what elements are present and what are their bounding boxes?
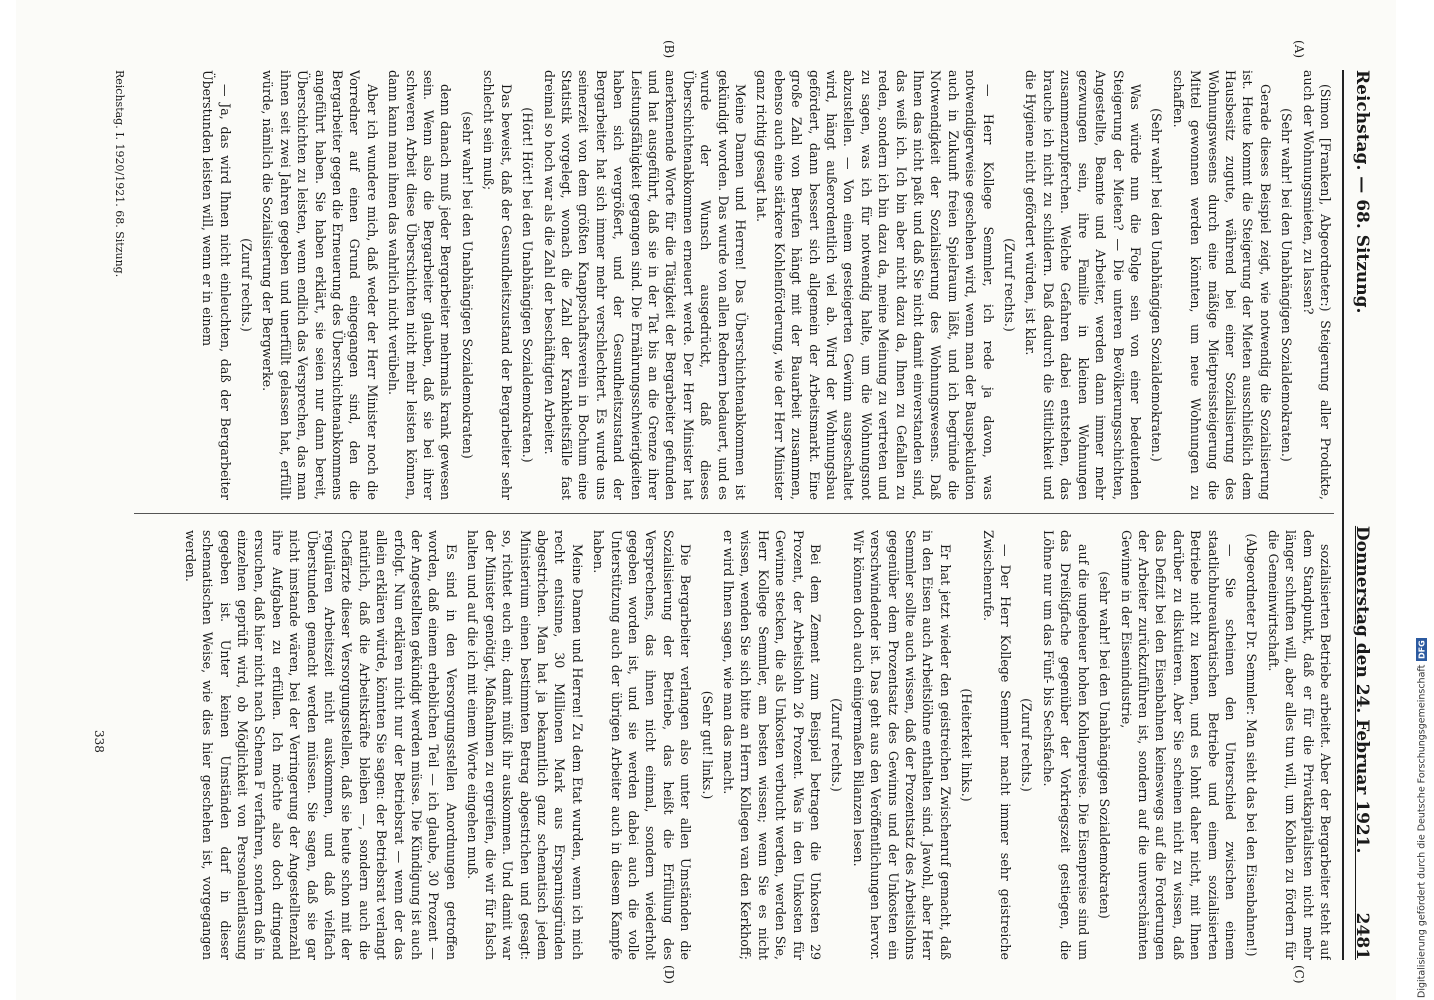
header-date: Donnerstag den 24. Februar 1921. xyxy=(1352,525,1372,854)
interjection: (Sehr wahr! bei den Unabhängigen Sozialdemokraten.) xyxy=(1279,108,1295,462)
right-column xyxy=(134,530,1334,960)
digitization-text: Digitalisierung gefördert durch die Deutsche Forschungsgemeinschaft xyxy=(1416,664,1428,998)
interjection: (Zuruf rechts.) xyxy=(1002,238,1018,332)
margin-mark-c: (C) xyxy=(1292,965,1306,984)
column-divider xyxy=(134,513,1334,514)
paragraph: Was würde nun die Folge sein von einer bedeutenden Steigerung der Mieten? — Die unteren Bevölkerungsschichten, Angestellte, Beamte und Arbeiter, werden dann immer mehr gezwungen sein, ihre Familie in kleinen Wohnungen zusammenzupferchen. Welche Gefahren dabei entstehen, das brauche ich nicht zu schildern. Daß dadurch die Sittlichkeit und die Hygiene nicht gefördert würden, ist klar. xyxy=(1023,70,1143,500)
paragraph: Aber ich wundere mich, daß weder der Herr Minister noch die Vorredner auf einen Grund eingegangen sind, den die Bergarbeiter gegen die Erneuerung des Überschichtenabkommens angeführt haben. Sie haben erklärt, sie seien nur dann bereit, Überschichten zu leisten, wenn endlich das Versprechen, das man ihnen seit zwei Jahren gegeben und unerfüllt gelassen hat, erfüllt würde, nämlich die Sozialisierung der Bergwerke. xyxy=(260,70,380,500)
interjection: (Zuruf rechts.) xyxy=(239,238,255,332)
interjection: (Zuruf rechts.) xyxy=(1019,698,1035,792)
page-number: 2481 xyxy=(1352,912,1372,960)
paragraph: auf die ungeheuer hohen Kohlenpreise. Die Eisenpreise sind um das Dreißigfache gegenüber der Vorkriegszeit gestiegen, die Löhne nur um das Fünf- bis Sechsfache. xyxy=(1040,530,1091,960)
paragraph: — Sie scheinen den Unterschied zwischen einem staatlichbureaukratischen Betriebe und einem sozialisierten Betriebe nicht zu kennen, und es lohnt daher nicht, mit Ihnen darüber zu diskutieren. Aber Sie scheinen nicht zu wissen, daß das Defizit bei den Eisenbahnen keineswegs auf die Forderungen der Arbeiter zurückzuführen ist, sondern auf die unverschämten Gewinne in der Eisenindustrie, xyxy=(1118,530,1238,960)
paragraph: Meine Damen und Herren! Zu dem Etat wurden, wenn ich mich recht entsinne, 30 Millionen Mark aus Ersparnisgründen abgestrichen. Man hat ja bekanntlich ganz schematisch jedem Ministerium einen bestimmten Betrag abgestrichen und gesagt: so, richtet euch ein; damit müßt ihr auskommen. Und damit war der Minister genötigt, Maßnahmen zu ergreifen, die wir für falsch halten und auf die ich mit einem Worte eingehen muß. xyxy=(465,530,585,960)
paragraph: denn danach muß jeder Bergarbeiter mehrmals krank gewesen sein. Wenn also die Bergarbeiter glauben, daß sie bei ihrer schweren Arbeit diese Überschichten nicht mehr leisten können, dann kann man ihnen das wahrlich nicht verübeln. xyxy=(386,70,454,500)
paragraph: Gerade dieses Beispiel zeigt, wie notwendig die Sozialisierung ist. Heute kommt die Steigerung der Mieten ausschließlich dem Hausbesitz zugute, während bei einer Sozialisierung des Wohnungswesens durch eine mäßige Mietpreissteigerung die Mittel gewonnen werden könnten, um neue Wohnungen zu schaffen. xyxy=(1170,70,1273,500)
margin-mark-b: (B) xyxy=(662,40,676,59)
paragraph: Die Bergarbeiter verlangen also unter allen Umständen die Sozialisierung der Betriebe, das heißt die Erfüllung des Versprechens, das ihnen nicht einmal, sondern wiederholt gegeben worden ist, und sie werden dabei auch die volle Unterstützung auch der übrigen Arbeiter auch in diesem Kampfe haben. xyxy=(591,530,694,960)
scanned-page xyxy=(16,0,1396,1000)
interjection: (Sehr wahr! bei den Unabhängigen Sozialdemokraten.) xyxy=(1149,108,1165,462)
interjection: (sehr wahr! bei den Unabhängigen Sozialdemokraten) xyxy=(459,111,475,459)
margin-mark-d: (D) xyxy=(662,965,676,984)
header-left: Reichstag. — 68. Sitzung. xyxy=(1352,70,1372,314)
margin-mark-a: (A) xyxy=(1292,40,1306,59)
paragraph: Es sind in den Versorgungsstellen Anordnungen getroffen worden, daß einem erheblichen Teil — ich glaube, 30 Prozent — der Angestellten gekündigt werden müsse. Die Kündigung ist auch erfolgt. Nun erklären nicht nur der Betriebsrat — wenn der das allein erklären würde, könnten Sie sagen: der Betriebsrat verlangt natürlich, daß die Arbeitskräfte bleiben —, sondern auch die Chefärzte dieser Versorgungsstellen, daß sie heute schon mit der regulären Arbeitszeit nicht auskommen, und daß vielfach Überstunden gemacht werden müssen. Sie sagen, daß sie gar nicht imstande wären, bei der Verringerung der Angestelltenzahl ihre Aufgaben zu erfüllen. Ich möchte also doch dringend ersuchen, daß hier nicht nach Schema F verfahren, sondern daß in einzelnen geprüft wird, ob Möglichkeit von Personalentlassung gegeben ist. Unter keinen Umständen darf in dieser schematischen Weise, wie dies hier geschehen ist, vorgegangen werden. xyxy=(182,530,459,960)
interjection: (Hört! Hört! bei den Unabhängigen Sozialdemokraten.) xyxy=(520,107,536,463)
interjection: (sehr wahr! bei den Unabhängigen Sozialdemokraten) xyxy=(1097,571,1113,919)
paragraph: — Ja, das wird Ihnen nicht einleuchten, daß der Bergarbeiter Überstunden leisten will, wenn er in einem xyxy=(200,70,233,500)
dfg-logo: DFG xyxy=(1417,640,1427,659)
paragraph: — Herr Kollege Semmler, ich rede ja davon, was notwendigerweise geschehen wird, wenn man der Bauspekulation auch in Zukunft freien Spielraum läßt, und ich begründe die Notwendigkeit der Sozialisierung des Wohnungswesens. Daß Ihnen das nicht paßt und daß Sie nicht damit einverstanden sind, das weiß ich. Ich bin aber nicht dazu da, Ihnen zu Gefallen zu reden, sondern ich bin dazu da, meine Meinung zu vertreten und zu sagen, was ich für notwendig halte, um die Wohnungsnot abzustellen. — Von einem gesteigerten Gewinn ausgeschaltet wird, hängt außerordentlich viel ab. Wird der Wohnungsbau gefördert, dann bessert sich allgemein der Arbeitsmarkt. Eine große Zahl von Berufen hängt mit der Bauarbeit zusammen, ebenso auch eine stärkere Kohlenförderung, wie der Herr Minister ganz richtig gesagt hat. xyxy=(754,70,996,500)
page-code: 338 xyxy=(92,730,106,753)
left-column xyxy=(134,70,1334,500)
running-head xyxy=(1342,70,1378,960)
interjection: (Sehr gut! links.) xyxy=(699,690,715,800)
header-right xyxy=(1352,526,1372,960)
paragraph: Das beweist, daß der Gesundheitszustand der Bergarbeiter sehr schlecht sein muß; xyxy=(481,70,514,500)
paragraph: (Simon [Franken], Abgeordneter:) Steigerung aller Produkte, auch der Wohnungsmieten, zu lassen? xyxy=(1300,70,1333,500)
footer: Reichstag. I. 1920/1921. 68. Sitzung. xyxy=(113,70,126,278)
interjection: (Heiterkeit links.) xyxy=(959,688,975,802)
paragraph: Bei dem Zement zum Beispiel betragen die Unkosten 29 Prozent, der Arbeitslohn 26 Prozent. Was in den Unkosten für Gewinne stecken, die als Unkosten verbucht werden, werden Sie, Herr Kollege Semmler, am besten wissen; wenn Sie es nicht wissen, wenden Sie sich bitte an Herrn Kollegen van den Kerkhoff; er wird Ihnen sagen, wie man das macht. xyxy=(721,530,824,960)
paragraph: sozialisierten Betriebe arbeitet. Aber der Bergarbeiter steht auf dem Standpunkt, daß er für die Privatkapitalisten nicht mehr länger schuften will, aber alles tun will, um Kohlen zu fördern für die Gemeinwirtschaft. xyxy=(1265,530,1333,960)
interjection: (Abgeordneter Dr. Semmler: Man sieht das bei den Eisenbahnen!) xyxy=(1244,533,1260,957)
paragraph: — Der Herr Kollege Semmler macht immer sehr geistreiche Zwischenrufe. xyxy=(980,530,1014,960)
digitization-note xyxy=(1412,8,1432,998)
interjection: (Zuruf rechts.) xyxy=(829,698,845,792)
paragraph: Meine Damen und Herren! Das Überschichtenabkommen ist gekündigt worden. Das wurde von allen Rednern bedauert, und es wurde der Wunsch ausgedrückt, daß dieses Überschichtenabkommen erneuert werde. Der Herr Minister hat anerkennende Worte für die Tätigkeit der Bergarbeiter gefunden und hat ausgeführt, daß sie in der Tat bis an die Grenze ihrer Leistungsfähigkeit gegangen sind. Die Ernährungsschwierigkeiten haben sich vergrößert, und der Gesundheitszustand der Bergarbeiter hat sich immer mehr verschlechtert. Es wurde uns seinerzeit von dem größten Knappschaftsverein in Bochum eine Statistik vorgelegt, wonach die Zahl der Krankheitsfälle fast dreimal so hoch war als die Zahl der beschäftigten Arbeiter. xyxy=(541,70,748,500)
paragraph: Er hat jetzt wieder den geistreichen Zwischenruf gemacht, daß in den Eisen auch Arbeitslöhne enthalten sind. Jawohl, aber Herr Semmler sollte auch wissen, daß der Prozentsatz des Arbeitslohns gegenüber dem Prozentsatz des Gewinns und der Unkosten ein verschwindender ist. Das geht aus den Veröffentlichungen hervor. Wir können doch auch einigermaßen Bilanzen lesen. xyxy=(850,530,953,960)
